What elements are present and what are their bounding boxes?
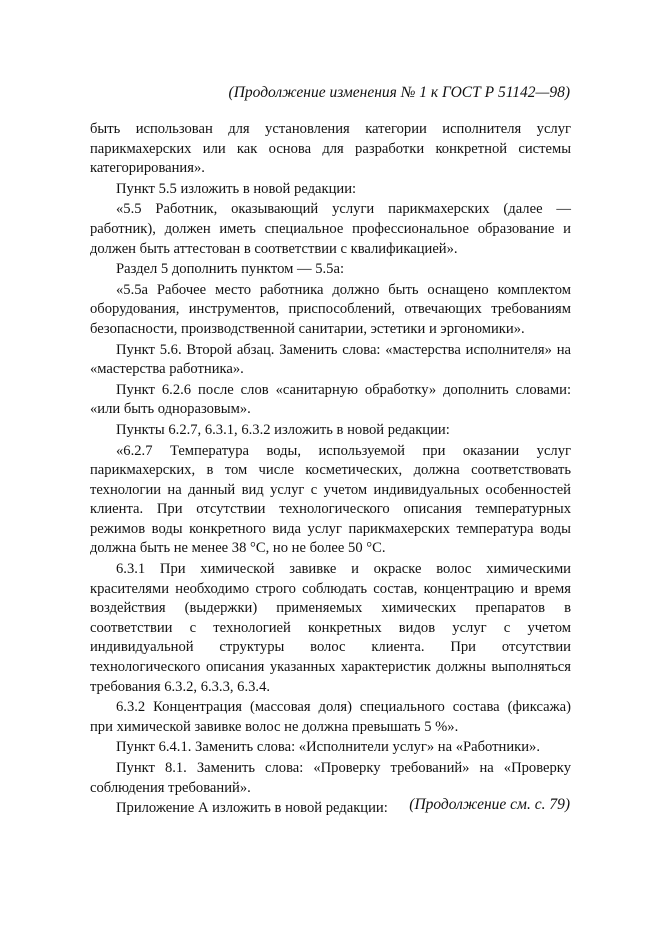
paragraph: Пункт 8.1. Заменить слова: «Проверку требований» на «Проверку соблюдения требований». [90, 760, 571, 796]
paragraph: Раздел 5 дополнить пунктом — 5.5а: [116, 261, 345, 278]
paragraph: Пункты 6.2.7, 6.3.1, 6.3.2 изложить в новой редакции: [116, 421, 450, 438]
document-body [90, 120, 571, 820]
paragraph: Пункт 5.6. Второй абзац. Заменить слова: «мастерства исполнителя» на «мастерства работника». [90, 341, 571, 378]
paragraph: Пункт 6.4.1. Заменить слова: «Исполнители услуг» на «Работники». [116, 739, 541, 756]
paragraph: 6.3.1 При химической завивке и окраске волос химическими красителями необходимо строго соблюдать состав, концентрацию и время воздействия (выдержки) применяемых химических препаратов в соответствии с технологией конкретных видов услуг с учетом индивидуальной структуры волос клиента. При отсутствии технологического описания указанных характеристик должны выполняться требования 6.3.2, 6.3.3, 6.3.4. [90, 561, 571, 695]
page-footer: (Продолжение см. с. 79) [409, 796, 570, 813]
paragraph: быть использован для установления категории исполнителя услуг парикмахерских или как основа для разработки конкретной системы категорирования». [90, 121, 571, 177]
paragraph: Пункт 6.2.6 после слов «санитарную обработку» дополнить словами: «или быть одноразовым». [90, 381, 571, 418]
paragraph: Пункт 5.5 изложить в новой редакции: [116, 180, 357, 197]
page-header: (Продолжение изменения № 1 к ГОСТ Р 51142—98) [228, 84, 570, 101]
paragraph: «5.5а Рабочее место работника должно быть оснащено комплектом оборудования, инструментов, приспособлений, отвечающих требованиям безопасности, производственной санитарии, эстетики и эргономики». [90, 281, 571, 337]
paragraph: 6.3.2 Концентрация (массовая доля) специального состава (фиксажа) при химической завивке волос не должна превышать 5 %». [90, 699, 571, 735]
paragraph: Приложение А изложить в новой редакции: [116, 800, 388, 817]
paragraph: «5.5 Работник, оказывающий услуги парикмахерских (далее — работник), должен иметь специальное профессиональное образование и должен быть аттестован в соответствии с квалификацией». [90, 201, 571, 257]
paragraph: «6.2.7 Температура воды, используемой при оказании услуг парикмахерских, в том числе косметических, должна соответствовать технологии на данный вид услуг с учетом индивидуальных особенностей клиента. При отсутствии технологического описания температурных режимов воды конкретного вида услуг парикмахерских температура воды должна быть не менее 38 °С, но не более 50 °С. [90, 442, 571, 557]
